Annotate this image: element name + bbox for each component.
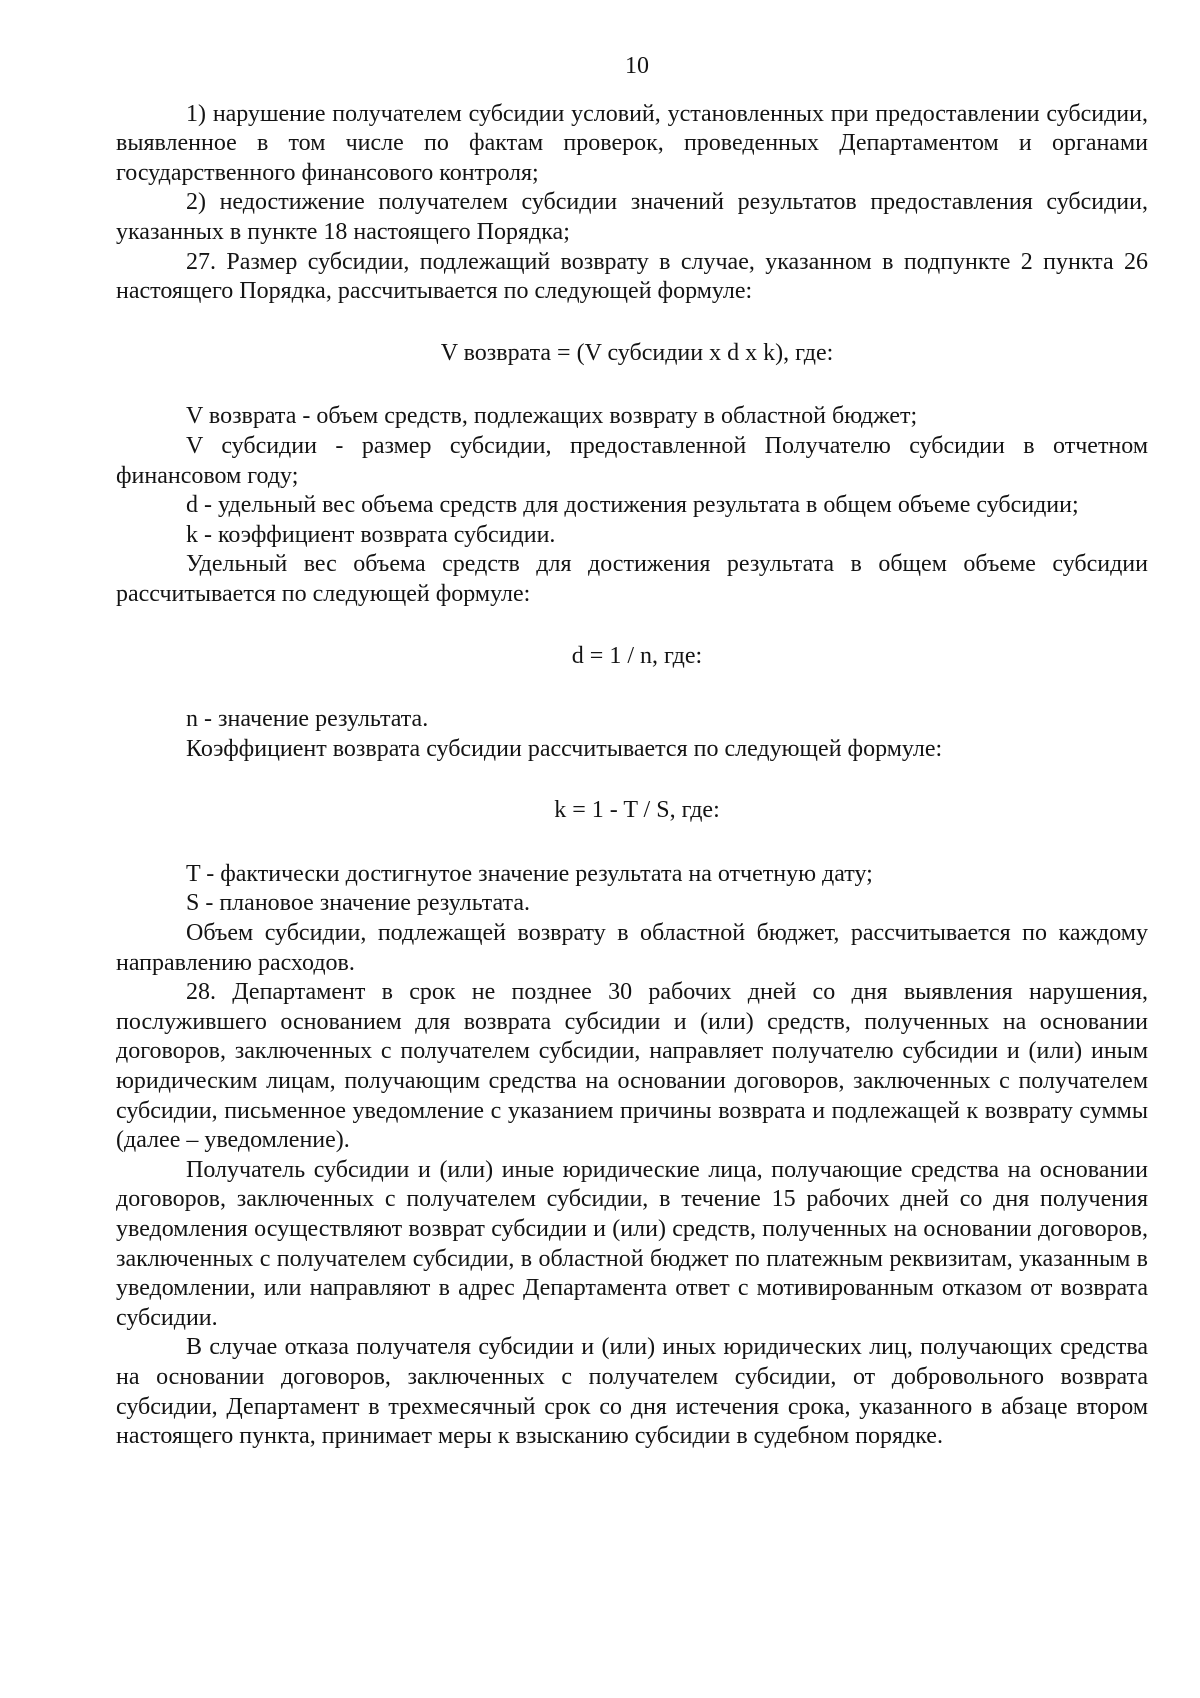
definition-n: n - значение результата. — [186, 706, 429, 733]
definition-t: T - фактически достигнутое значение результата на отчетную дату; — [186, 860, 873, 887]
definition-d: d - удельный вес объема средств для достижения результата в общем объеме субсидии; — [186, 492, 1079, 519]
paragraph-return-volume: Объем субсидии, подлежащей возврату в областной бюджет, рассчитывается по каждому направлению расходов. — [116, 920, 1148, 976]
definition-s: S - плановое значение результата. — [186, 890, 530, 917]
formula-k: k = 1 - T / S, где: — [554, 797, 720, 824]
paragraph-item-28: 28. Департамент в срок не позднее 30 рабочих дней со дня выявления нарушения, послужившего основанием для возврата субсидии и (или) средств, полученных на основании договоров, заключенных с получателем субсидии, направляет получателю субсидии и (или) иным юридическим лицам, получающим средства на основании договоров, заключенных с получателем субсидии, письменное уведомление с указанием причины возврата и подлежащей к возврату суммы (далее – уведомление). — [116, 979, 1148, 1154]
paragraph-refusal: В случае отказа получателя субсидии и (или) иных юридических лиц, получающих средства на основании договоров, заключенных с получателем субсидии, от добровольного возврата субсидии, Департамент в трехмесячный срок со дня истечения срока, указанного в абзаце втором настоящего пункта, принимает меры к взысканию субсидии в судебном порядке. — [116, 1334, 1148, 1450]
definition-k: k - коэффициент возврата субсидии. — [186, 521, 556, 548]
paragraph-k-calculation: Коэффициент возврата субсидии рассчитывается по следующей формуле: — [186, 735, 943, 762]
paragraph-recipient-return: Получатель субсидии и (или) иные юридические лица, получающие средства на основании договоров, заключенных с получателем субсидии, в течение 15 рабочих дней со дня получения уведомления осуществляют возврат субсидии и (или) средств, полученных на основании договоров, заключенных с получателем субсидии, в областной бюджет по платежным реквизитам, указанным в уведомлении, или направляют в адрес Департамента ответ с мотивированным отказом от возврата субсидии. — [116, 1156, 1148, 1331]
definition-v-return: V возврата - объем средств, подлежащих возврату в областной бюджет; — [186, 403, 918, 430]
page-number: 10 — [625, 53, 649, 79]
paragraph-item-27: 27. Размер субсидии, подлежащий возврату в случае, указанном в подпункте 2 пункта 26 настоящего Порядка, рассчитывается по следующей формуле: — [116, 248, 1148, 305]
formula-v-return: V возврата = (V субсидии x d x k), где: — [440, 339, 834, 366]
paragraph-violation-conditions: 1) нарушение получателем субсидии условий, установленных при предоставлении субсидии, выявленное в том числе по фактам проверок, проведенных Департаментом и органами государственного финансового контроля; — [116, 100, 1148, 186]
paragraph-results-not-achieved: 2) недостижение получателем субсидии значений результатов предоставления субсидии, указанных в пункте 18 настоящего Порядка; — [116, 189, 1148, 245]
definition-v-subsidy: V субсидии - размер субсидии, предоставленной Получателю субсидии в отчетном финансовом году; — [116, 432, 1148, 489]
paragraph-d-calculation: Удельный вес объема средств для достижения результата в общем объеме субсидии рассчитывается по следующей формуле: — [116, 551, 1148, 607]
formula-d: d = 1 / n, где: — [571, 642, 703, 669]
